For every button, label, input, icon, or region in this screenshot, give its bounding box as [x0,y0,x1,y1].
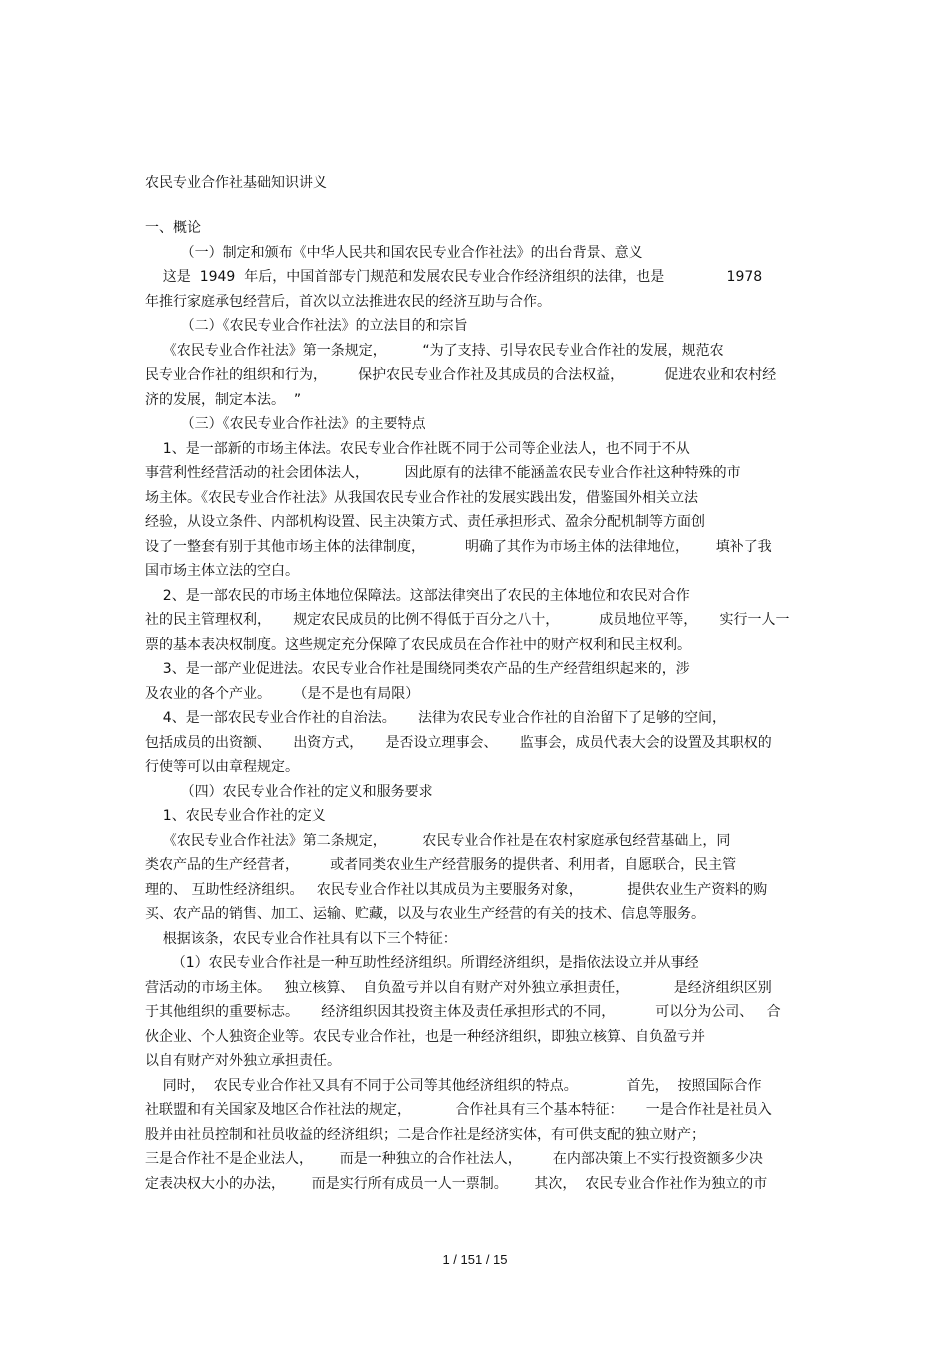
text-line: （1）农民专业合作社是一种互助性经济组织。所谓经济组织，是指依法设立并从事经 [145,955,699,971]
text-line: 类农产品的生产经营者， 或者同类农业生产经营服务的提供者、利用者，自愿联合，民主管 [145,857,737,873]
text-line: 以自有财产对外独立承担责任。 [145,1053,341,1069]
text-line: 社的民主管理权利， 规定农民成员的比例不得低于百分之八十， 成员地位平等， 实行一人一 [145,612,790,628]
text-line: 《农民专业合作社法》第二条规定， 农民专业合作社是在农村家庭承包经营基础上，同 [145,832,731,849]
text-line: 于其他组织的重要标志。 经济组织因其投资主体及责任承担形式的不同， 可以分为公司、 合 [145,1004,781,1020]
text-line: （一）制定和颁布《中华人民共和国农民专业合作社法》的出台背景、意义 [145,244,643,261]
text-line: 买、农产品的销售、加工、运输、贮藏，以及与农业生产经营的有关的技术、信息等服务。 [145,906,705,922]
document-title: 农民专业合作社基础知识讲义 [145,175,327,191]
text-line: 《农民专业合作社法》第一条规定， “为了支持、引导农民专业合作社的发展，规范农 [145,342,724,359]
text-line: 2、是一部农民的市场主体地位保障法。这部法律突出了农民的主体地位和农民对合作 [145,587,690,604]
text-line: 设了一整套有别于其他市场主体的法律制度， 明确了其作为市场主体的法律地位， 填补了我 [145,538,772,555]
text-line: 包括成员的出资额、 出资方式， 是否设立理事会、 监事会，成员代表大会的设置及其职权的 [145,734,772,751]
text-line: 伙企业、个人独资企业等。农民专业合作社，也是一种经济组织，即独立核算、自负盈亏并 [145,1028,705,1045]
text-line: 年推行家庭承包经营后，首次以立法推进农民的经济互助与合作。 [145,293,551,310]
text-line: 根据该条，农民专业合作社具有以下三个特征： [145,930,457,947]
text-line: 1、农民专业合作社的定义 [145,808,326,824]
text-line: 三是合作社不是企业法人， 而是一种独立的合作社法人， 在内部决策上不实行投资额多少决 [145,1151,763,1167]
text-line: 定表决权大小的办法， 而是实行所有成员一人一票制。 其次， 农民专业合作社作为独立的市 [145,1175,768,1192]
text-line: 经验，从设立条件、内部机构设置、民主决策方式、责任承担形式、盈余分配机制等方面创 [145,514,705,530]
text-line: 理的、 互助性经济组织。 农民专业合作社以其成员为主要服务对象， 提供农业生产资料的购 [145,881,768,898]
text-line: 这是 1949 年后，中国首部专门规范和发展农民专业合作经济组织的法律，也是 1978 [145,269,763,285]
text-line: （二）《农民专业合作社法》的立法目的和宗旨 [145,318,468,334]
text-line: 营活动的市场主体。 独立核算、 自负盈亏并以自有财产对外独立承担责任， 是经济组织区别 [145,979,772,996]
text-line: （四）农民专业合作社的定义和服务要求 [145,783,433,800]
text-line: 股并由社员控制和社员收益的经济组织；二是合作社是经济实体，有可供支配的独立财产； [145,1126,705,1143]
text-line: 社联盟和有关国家及地区合作社法的规定， 合作社具有三个基本特征： 一是合作社是社员入 [145,1102,772,1118]
text-line: 民专业合作社的组织和行为， 保护农民专业合作社及其成员的合法权益， 促进农业和农村经 [145,367,777,383]
page-number: 1 / 151 / 15 [442,1252,508,1267]
document-body [145,216,810,1196]
text-line: 济的发展，制定本法。 ” [145,391,302,408]
text-line: （三）《农民专业合作社法》的主要特点 [145,416,426,432]
text-line: 票的基本表决权制度。这些规定充分保障了农民成员在合作社中的财产权利和民主权利。 [145,636,691,653]
text-line: 同时， 农民专业合作社又具有不同于公司等其他经济组织的特点。 首先， 按照国际合作 [145,1077,762,1094]
text-line: 3、是一部产业促进法。农民专业合作社是围绕同类农产品的生产经营组织起来的，涉 [145,661,690,677]
text-line: 1、是一部新的市场主体法。农民专业合作社既不同于公司等企业法人，也不同于不从 [145,440,690,457]
text-line: 4、是一部农民专业合作社的自治法。 法律为农民专业合作社的自治留下了足够的空间， [145,710,726,726]
text-line: 一、概论 [145,220,201,236]
text-line: 国市场主体立法的空白。 [145,563,299,579]
text-line: 场主体。《农民专业合作社法》从我国农民专业合作社的发展实践出发，借鉴国外相关立法 [145,489,698,506]
text-line: 事营利性经营活动的社会团体法人， 因此原有的法律不能涵盖农民专业合作社这种特殊的市 [145,465,741,481]
text-line: 行使等可以由章程规定。 [145,759,299,775]
text-line: 及农业的各个产业。 （是不是也有局限） [145,685,420,702]
